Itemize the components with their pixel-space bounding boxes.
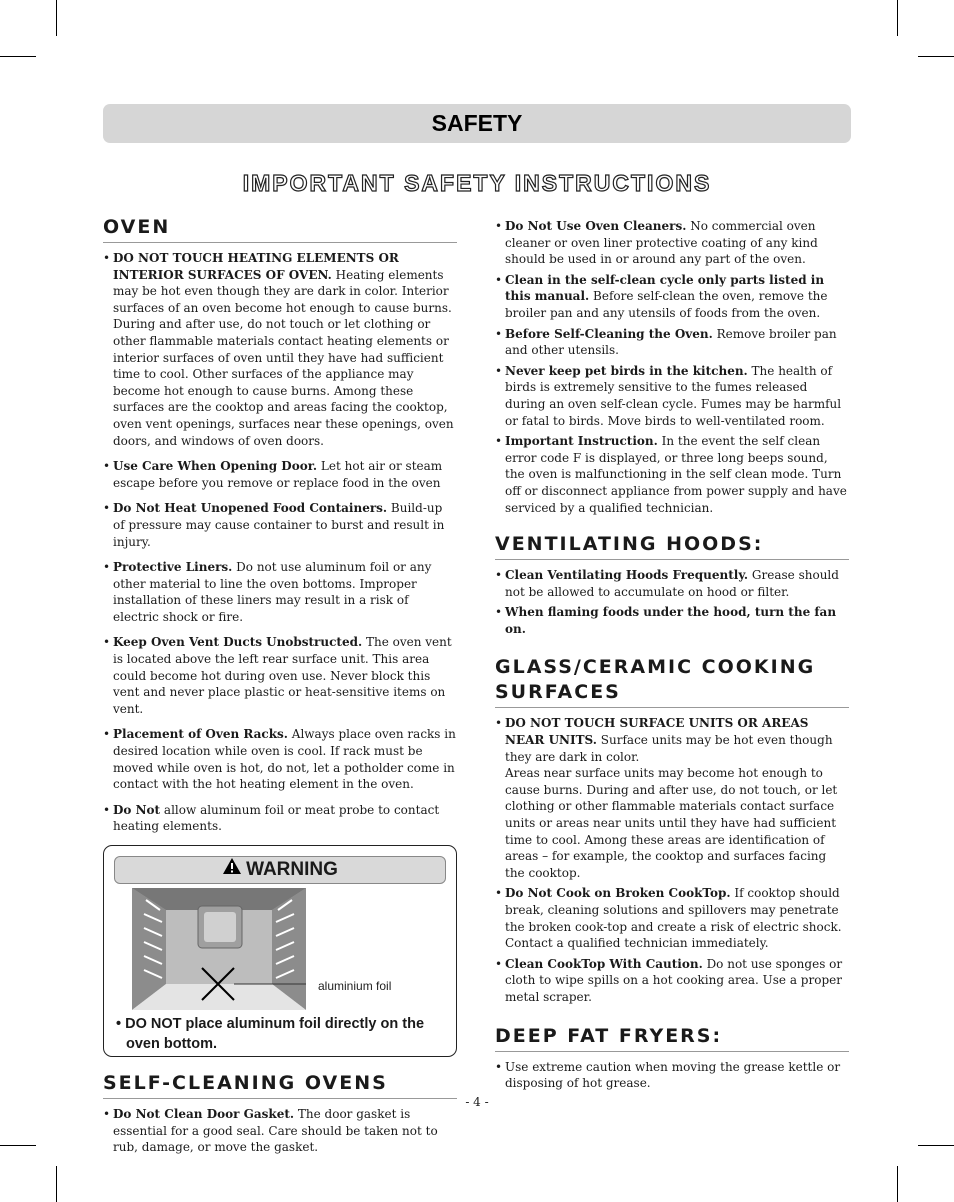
self-cleaning-continued-list	[495, 218, 849, 516]
item-text: allow aluminum foil or meat probe to contact heating elements.	[113, 802, 440, 834]
list-item	[495, 567, 849, 600]
item-text: Let hot air or steam escape before you remove or replace food in the oven	[113, 459, 443, 490]
item-bold-text: Do Not Use Oven Cleaners.	[505, 219, 687, 233]
item-text: Always place oven racks in desired location while oven is cool. If rack must be moved while oven is hot, do not, let a potholder come in contact with the hot heating element in the oven.	[113, 727, 456, 792]
warning-text-label: WARNING	[246, 859, 338, 881]
item-text: The health of birds is extremely sensitive to the fumes released during an oven self-clean cycle. Fumes may be harmful or fatal to birds. Move birds to well-ventilated room.	[505, 363, 842, 428]
glass-list	[495, 715, 849, 1005]
item-text: If cooktop should break, cleaning solutions and spillovers may penetrate the broken cook-top and create a risk of electric shock. Contact a qualified technician immediately.	[505, 886, 842, 951]
item-bold-text: Before Self-Cleaning the Oven.	[505, 326, 713, 341]
list-item	[495, 363, 849, 429]
ventilating-list	[495, 567, 849, 637]
item-text: The oven vent is located above the left rear surface unit. This area could become hot during oven use. Never block this vent and never place plastic or heat-sensitive items on vent.	[113, 635, 452, 716]
list-item	[495, 715, 849, 881]
oven-list	[103, 250, 457, 835]
fryers-list	[495, 1059, 849, 1092]
left-column	[103, 215, 457, 1165]
crop-mark	[897, 0, 898, 36]
item-text: No commercial oven cleaner or oven liner protective coating of any kind should be used in or around any part of the oven.	[505, 219, 818, 267]
item-text: In the event the self clean error code F is displayed, or three long beeps sound, the oven is malfunctioning in the self clean mode. Turn off or disconnect appliance from power supply and have serviced by a qualified technician.	[505, 434, 847, 515]
fryers-heading: DEEP FAT FRYERS:	[495, 1024, 849, 1052]
item-text: Use extreme caution when moving the grease kettle or disposing of hot grease.	[505, 1059, 841, 1091]
item-bold-text: Do Not Clean Door Gasket.	[113, 1107, 295, 1121]
item-text: Do not use aluminum foil or any other material to line the oven bottoms. Improper installation of these liners may result in a risk of electric shock or fire.	[113, 560, 432, 624]
item-text: Do not use sponges or cloth to wipe spills on a hot cooking area. Use a proper metal scraper.	[505, 956, 843, 1004]
list-item	[495, 1059, 849, 1092]
item-bold-text: DO NOT TOUCH SURFACE UNITS OR AREAS NEAR UNITS.	[505, 716, 809, 748]
list-item	[103, 500, 457, 550]
list-item	[103, 634, 457, 717]
foil-label: aluminium foil	[318, 979, 392, 993]
item-bold-text: Clean in the self-clean cycle only parts listed in this manual.	[505, 272, 825, 304]
list-item	[495, 885, 849, 951]
item-text: The door gasket is essential for a good seal. Care should be taken not to rub, damage, or move the gasket.	[113, 1107, 438, 1155]
item-bold-text: Never keep pet birds in the kitchen.	[505, 363, 748, 378]
crop-mark	[0, 1145, 36, 1146]
item-text: Build-up of pressure may cause container to burst and result in injury.	[113, 501, 445, 549]
crop-mark	[56, 1166, 57, 1202]
list-item	[103, 559, 457, 625]
warning-message: • DO NOT place aluminum foil directly on the oven bottom.	[116, 1016, 425, 1052]
list-item	[103, 458, 457, 491]
list-item	[103, 250, 457, 449]
list-item	[103, 726, 457, 792]
item-bold-text: Use Care When Opening Door.	[113, 459, 318, 474]
page-title: IMPORTANT SAFETY INSTRUCTIONS	[242, 170, 712, 196]
oven-heading: OVEN	[103, 215, 457, 243]
list-item	[103, 802, 457, 835]
item-text: Before self-clean the oven, remove the broiler pan and any utensils of foods from the oven.	[505, 289, 828, 320]
item-bold-text: Placement of Oven Racks.	[113, 727, 288, 742]
item-bold-text: Protective Liners.	[113, 560, 233, 575]
crop-mark	[918, 1145, 954, 1146]
section-banner: SAFETY	[103, 104, 851, 143]
item-bold-text: When flaming foods under the hood, turn the fan on.	[505, 605, 837, 636]
item-bold-text: DO NOT TOUCH HEATING ELEMENTS OR INTERIOR SURFACES OF OVEN.	[113, 251, 399, 282]
self-cleaning-list	[103, 1106, 457, 1156]
list-item	[495, 326, 849, 359]
item-bold-text: Do Not Heat Unopened Food Containers.	[113, 501, 388, 516]
list-item	[495, 604, 849, 637]
crop-mark	[897, 1166, 898, 1202]
self-cleaning-heading: SELF-CLEANING OVENS	[103, 1071, 457, 1099]
item-text: Heating elements may be hot even though they are dark in color. Interior surfaces of an oven become hot enough to cause burns. During and after use, do not touch or let clothing or other flammable materials contact heating elements or interior surfaces of oven until they have had sufficient time to cool. Other surfaces of the appliance may become hot enough to cause burns. Among these surfaces are the cooktop and areas facing the cooktop, oven vent openings, surfaces near these openings, oven doors, and windows of oven doors.	[113, 267, 454, 448]
warning-label	[114, 856, 446, 884]
item-text: Areas near surface units may become hot enough to cause burns. During and after use, do not touch, or let clothing or other flammable materials contact surface units or areas near units until they have had sufficient time to cool. Among these areas are identification of areas – for example, the cooktop and surfaces facing the cooktop.	[505, 766, 838, 880]
item-bold-text: Clean CookTop With Caution.	[505, 956, 703, 971]
list-item	[495, 272, 849, 322]
oven-interior-illustration	[132, 888, 306, 1010]
list-item	[103, 1106, 457, 1156]
item-bold-text: Keep Oven Vent Ducts Unobstructed.	[113, 635, 363, 650]
item-text: Grease should not be allowed to accumulate on hood or filter.	[505, 568, 839, 599]
crop-mark	[0, 56, 36, 57]
item-bold-text: Do Not Cook on Broken CookTop.	[505, 886, 731, 901]
right-column	[495, 218, 849, 1101]
list-item	[495, 956, 849, 1006]
item-text: Remove broiler pan and other utensils.	[505, 326, 837, 358]
warning-triangle-icon	[222, 857, 242, 883]
ventilating-heading: VENTILATING HOODS:	[495, 532, 849, 560]
list-item	[495, 218, 849, 268]
item-text: Surface units may be hot even though they are dark in color.	[505, 733, 833, 764]
warning-box	[103, 845, 457, 1057]
crop-mark	[918, 56, 954, 57]
glass-heading: GLASS/CERAMIC COOKING SURFACES	[495, 655, 849, 708]
item-bold-text: Do Not	[113, 802, 161, 817]
item-bold-text: Clean Ventilating Hoods Frequently.	[505, 568, 749, 583]
crop-mark	[56, 0, 57, 36]
list-item	[495, 433, 849, 516]
item-bold-text: Important Instruction.	[505, 434, 658, 449]
page-number: - 4 -	[465, 1095, 489, 1109]
